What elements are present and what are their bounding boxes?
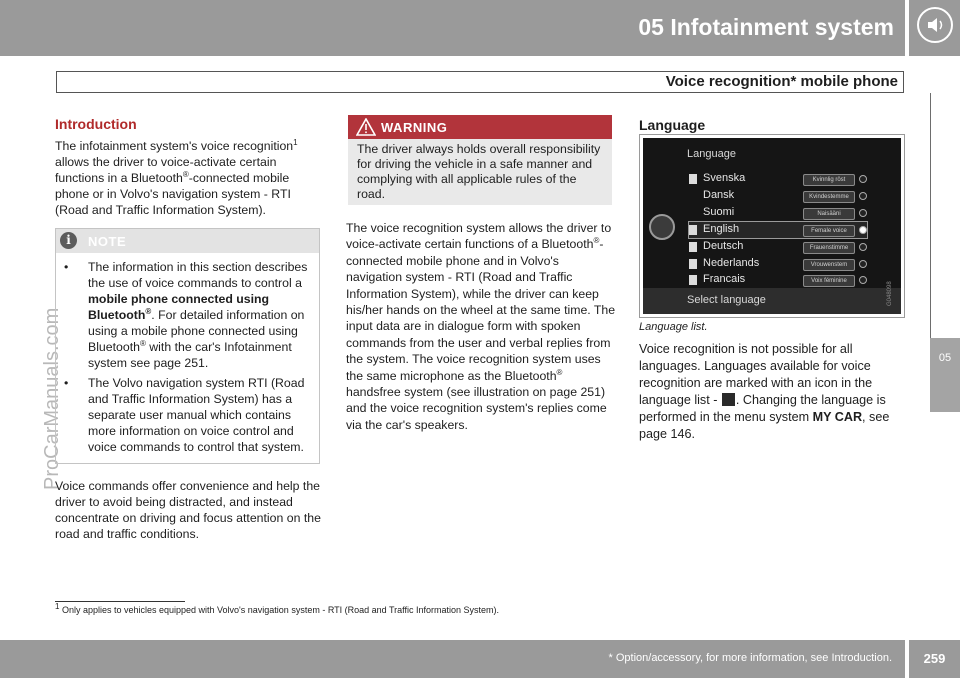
- screen-title: Language: [687, 148, 736, 160]
- footnote: $^1$ Only applies to vehicles equipped with Volvo's navigation system - RTI (Road and Traffic Information System).: [55, 602, 500, 615]
- language-screenshot: [639, 134, 905, 318]
- radio-button[interactable]: [859, 243, 867, 251]
- note-item: • The information in this section describes the use of voice commands to control a mobile phone connected using Bluetooth®. For detailed information on using a mobile phone connected using Bluetooth® with the car's Infotainment system see page 251.: [64, 260, 308, 370]
- footer-note: * Option/accessory, for more information, see Introduction.: [608, 652, 892, 664]
- chapter-tab[interactable]: [930, 338, 960, 412]
- intro-paragraph: The infotainment system's voice recognition$^1$ allows the driver to voice-activate certain functions in a Bluetooth®-connected mobile phone or in Volvo's navigation system - RTI (Road and Traffic Information System).: [55, 137, 298, 217]
- radio-button[interactable]: [859, 276, 867, 284]
- info-icon: i: [60, 232, 77, 249]
- watermark: ProCarManuals.com: [41, 307, 63, 490]
- note-header: [56, 229, 319, 253]
- screen-footer: Select language: [643, 288, 901, 314]
- convenience-paragraph: Voice commands offer convenience and help the driver to avoid being distracted, and instead concentrate on driving and focus attention on the road and traffic conditions.: [55, 479, 321, 541]
- section-title: Voice recognition* mobile phone: [665, 73, 898, 90]
- language-row[interactable]: Nederlands Vrouwenstem: [689, 256, 867, 272]
- language-row[interactable]: Francais Voix féminine: [689, 272, 867, 288]
- radio-button[interactable]: [859, 192, 867, 200]
- voice-icon: [689, 275, 697, 285]
- voice-recognition-paragraph: The voice recognition system allows the driver to voice-activate certain functions of a Bluetooth®-connected mobile phone and in Volvo's navigation system - RTI (Road and Traffic Information System), while the driver can keep his/her hands on the wheel at the same time. The input data are in dialogue form with spoken commands from the user and verbal replies from the system. The voice recognition system uses the same microphone as the Bluetooth® handsfree system (see illustration on page 251) and the voice recognition system's replies come via the car's speakers.: [346, 221, 616, 432]
- radio-button-selected[interactable]: [859, 226, 867, 234]
- note-box: [55, 228, 320, 464]
- radio-button[interactable]: [859, 260, 867, 268]
- warning-triangle-icon: [356, 118, 376, 136]
- chapter-tab-label: 05: [938, 352, 952, 364]
- speaker-icon: [917, 7, 953, 43]
- voice-icon: [689, 225, 697, 235]
- intro-section: [55, 116, 321, 218]
- note-title: NOTE: [88, 234, 127, 249]
- language-screen: [643, 138, 901, 314]
- language-row[interactable]: Deutsch Frauenstimme: [689, 239, 867, 255]
- warning-title: WARNING: [381, 120, 448, 135]
- language-heading: Language: [639, 117, 706, 133]
- voice-icon: [689, 259, 697, 269]
- language-row[interactable]: Svenska Kvinnlig röst: [689, 171, 867, 187]
- figure-caption: Language list.: [639, 321, 708, 333]
- figure-code: G048098: [887, 281, 893, 306]
- language-row[interactable]: Dansk Kvindestemme: [689, 188, 867, 204]
- language-row[interactable]: Suomi Naisääni: [689, 205, 867, 221]
- warning-header: [348, 115, 612, 139]
- chapter-icon-box: [907, 0, 960, 56]
- footnote-rule: [55, 601, 185, 602]
- voice-icon: [689, 242, 697, 252]
- language-paragraph: Voice recognition is not possible for all languages. Languages available for voice recognition are marked with an icon in the language list - . Changing the language is performed in the menu system MY CAR, see page 146.: [639, 342, 890, 441]
- voice-language-icon: [722, 393, 735, 406]
- page-number-box: [907, 640, 960, 678]
- radio-button[interactable]: [859, 175, 867, 183]
- radio-button[interactable]: [859, 209, 867, 217]
- note-list: [62, 259, 314, 459]
- note-item: • The Volvo navigation system RTI (Road and Traffic Information System) has a separate user manual which contains more information on voice control and voice commands to control that system.: [64, 376, 305, 454]
- warning-text: The driver always holds overall responsibility for driving the vehicle in a safe manner and complying with all applicable rules of the road.: [357, 142, 601, 201]
- warning-box: [348, 115, 612, 205]
- controller-knob-icon: [649, 214, 675, 240]
- side-rule: [930, 93, 931, 338]
- chapter-title: 05 Infotainment system: [638, 14, 894, 40]
- voice-icon: [689, 174, 697, 184]
- language-row-selected[interactable]: English Female voice: [689, 222, 867, 238]
- intro-heading: Introduction: [55, 116, 137, 132]
- page-number: 259: [923, 651, 946, 666]
